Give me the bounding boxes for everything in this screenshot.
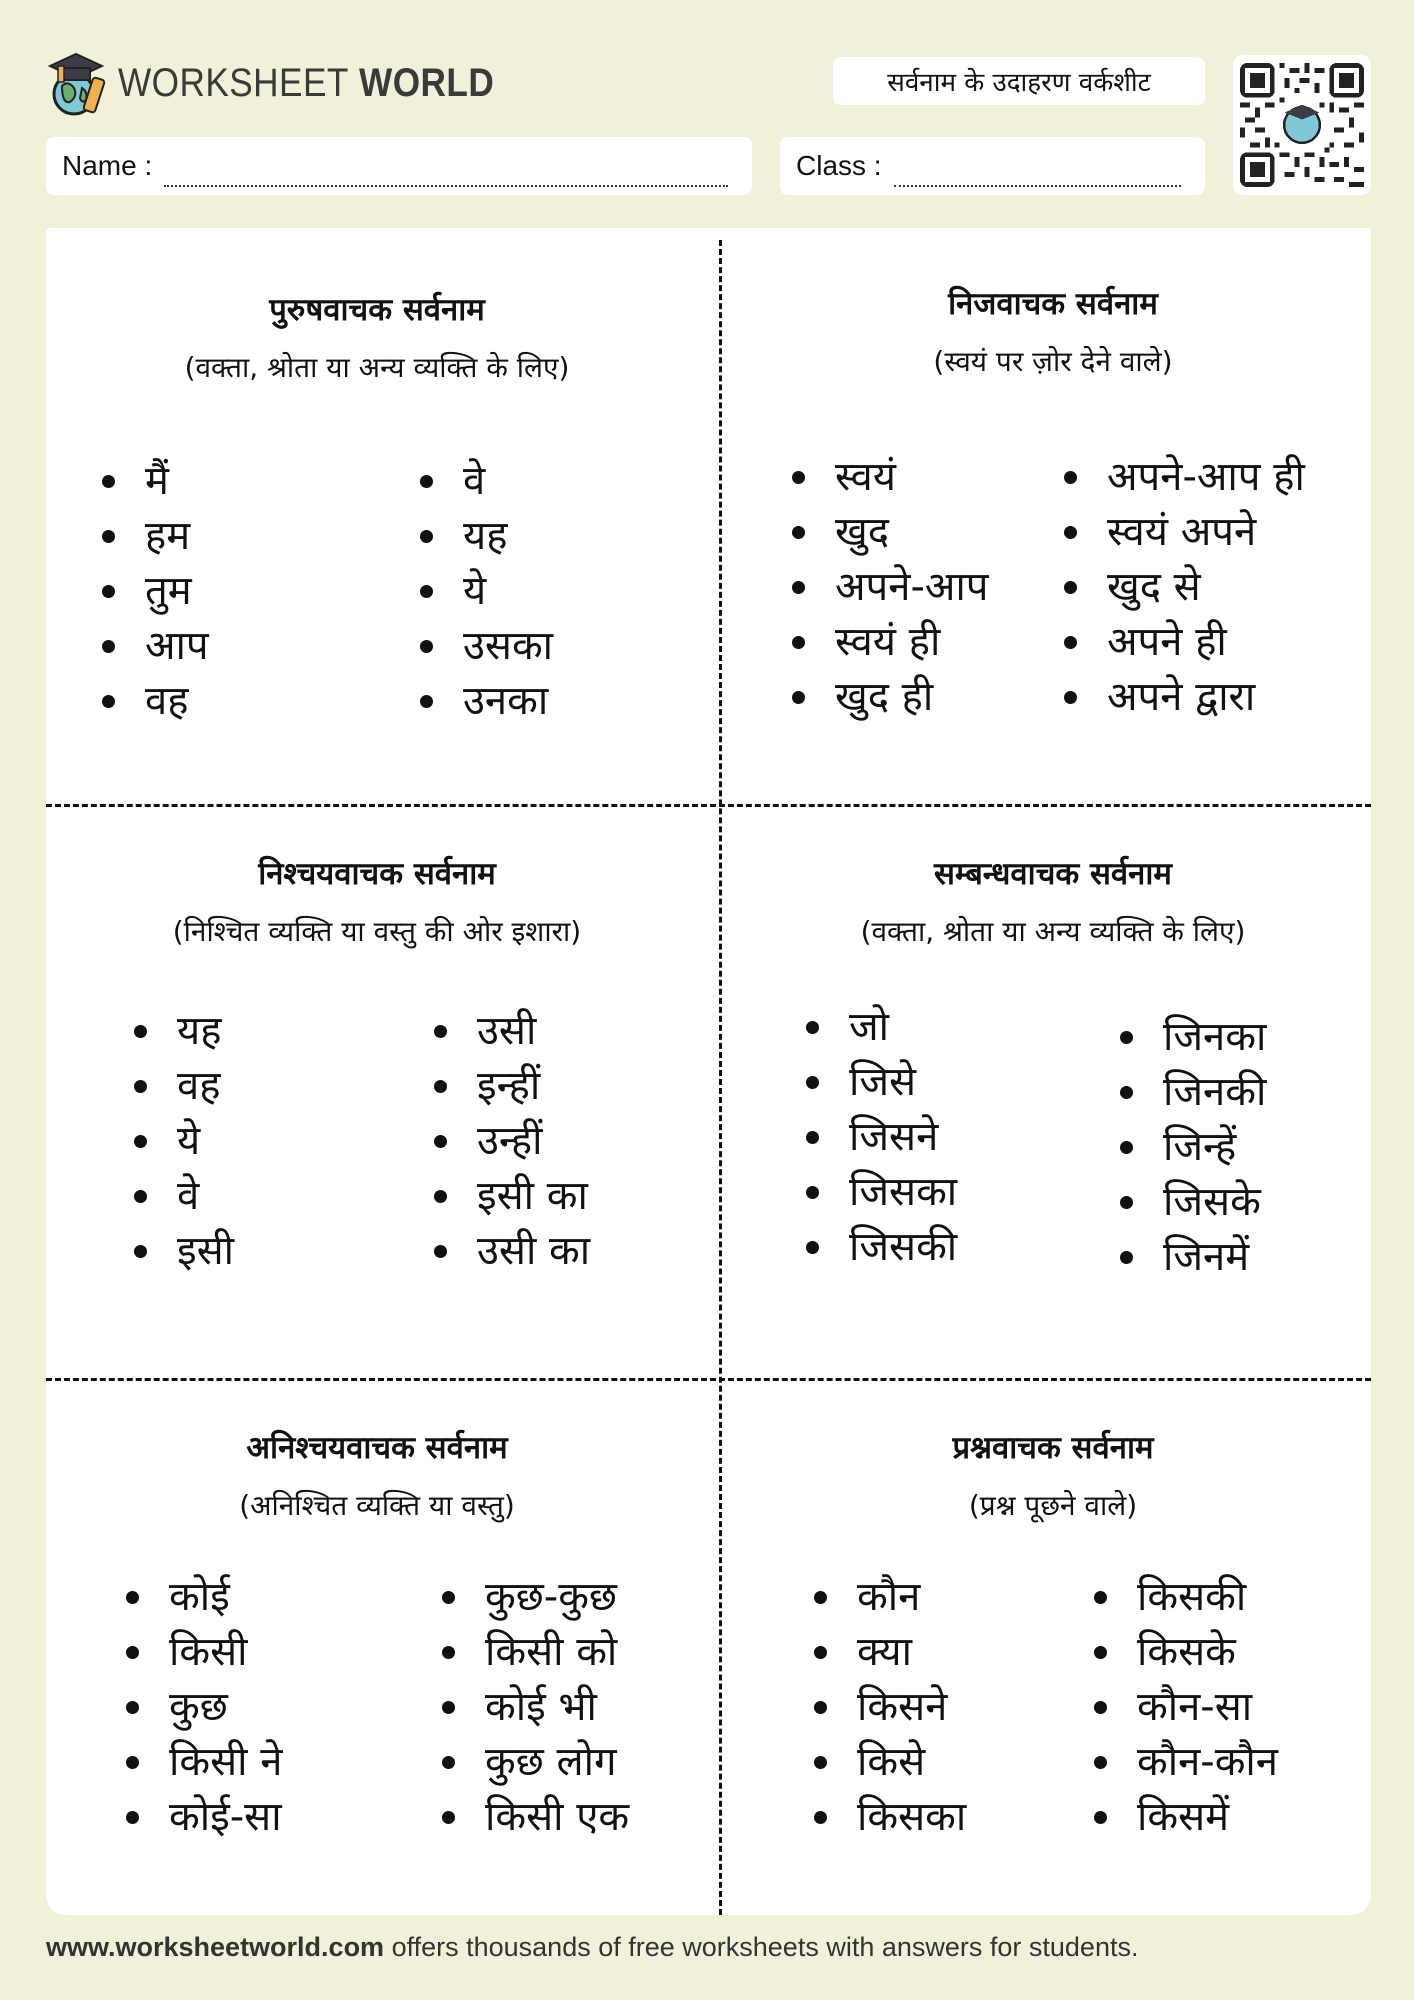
- pronoun-list: [102, 454, 553, 729]
- bullet-icon: [792, 526, 805, 539]
- vertical-divider: [719, 240, 722, 1915]
- bullet-icon: [1120, 1251, 1133, 1264]
- pronoun-column-right: [442, 1570, 629, 1845]
- bullet-icon: [434, 1135, 447, 1148]
- bullet-icon: [814, 1701, 827, 1714]
- bullet-icon: [814, 1811, 827, 1824]
- section-title: अनिश्चयवाचक सर्वनाम: [246, 1430, 508, 1466]
- worksheet-body: [46, 228, 1371, 1915]
- bullet-icon: [1120, 1086, 1133, 1099]
- bullet-icon: [442, 1756, 455, 1769]
- section-title: सम्बन्धवाचक सर्वनाम: [934, 856, 1172, 892]
- bullet-icon: [1064, 581, 1077, 594]
- bullet-icon: [102, 585, 115, 598]
- footer-tagline: offers thousands of free worksheets with answers for students.: [384, 1932, 1139, 1962]
- list-item: आप: [102, 619, 420, 674]
- bullet-icon: [806, 1076, 819, 1089]
- bullet-icon: [434, 1080, 447, 1093]
- section-subtitle: (वक्ता, श्रोता या अन्य व्यक्ति के लिए): [184, 351, 570, 384]
- pronoun-column-right: [1094, 1570, 1278, 1845]
- bullet-icon: [420, 530, 433, 543]
- list-item: किसने: [814, 1680, 1094, 1735]
- bullet-icon: [792, 471, 805, 484]
- bullet-icon: [134, 1190, 147, 1203]
- list-item: क्या: [814, 1625, 1094, 1680]
- list-item: उनका: [420, 674, 553, 729]
- list-item: किसी एक: [442, 1790, 629, 1845]
- bullet-icon: [420, 585, 433, 598]
- list-item: स्वयं अपने: [1064, 505, 1305, 560]
- bullet-icon: [1094, 1756, 1107, 1769]
- list-item: खुद से: [1064, 560, 1305, 615]
- class-field[interactable]: [780, 137, 1205, 195]
- bullet-icon: [126, 1591, 139, 1604]
- bullet-icon: [126, 1756, 139, 1769]
- list-item: जिसका: [806, 1165, 1120, 1220]
- list-item: ये: [420, 564, 553, 619]
- section-demonstrative-pronouns: [46, 852, 708, 950]
- name-field[interactable]: [46, 137, 752, 195]
- horizontal-divider-1: [46, 804, 1371, 807]
- bullet-icon: [1064, 691, 1077, 704]
- list-item: वे: [420, 454, 553, 509]
- bullet-icon: [442, 1701, 455, 1714]
- list-item: किसी को: [442, 1625, 629, 1680]
- bullet-icon: [134, 1025, 147, 1038]
- qr-code: [1233, 55, 1371, 195]
- list-item: अपने ही: [1064, 615, 1305, 670]
- bullet-icon: [102, 695, 115, 708]
- list-item: अपने द्वारा: [1064, 670, 1305, 725]
- list-item: मैं: [102, 454, 420, 509]
- list-item: वह: [134, 1059, 434, 1114]
- list-item: ये: [134, 1114, 434, 1169]
- bullet-icon: [814, 1591, 827, 1604]
- section-subtitle: (अनिश्चित व्यक्ति या वस्तु): [239, 1489, 515, 1522]
- bullet-icon: [434, 1025, 447, 1038]
- bullet-icon: [792, 581, 805, 594]
- bullet-icon: [1064, 636, 1077, 649]
- bullet-icon: [1094, 1811, 1107, 1824]
- horizontal-divider-2: [46, 1378, 1371, 1381]
- list-item: किसे: [814, 1735, 1094, 1790]
- list-item: यह: [420, 509, 553, 564]
- footer-text: [46, 1932, 1138, 1963]
- list-item: जो: [806, 1000, 1120, 1055]
- bullet-icon: [1064, 471, 1077, 484]
- list-item: कुछ-कुछ: [442, 1570, 629, 1625]
- bullet-icon: [806, 1021, 819, 1034]
- list-item: इसी का: [434, 1169, 590, 1224]
- brand-name: WORKSHEET WORLD: [118, 60, 495, 105]
- list-item: इन्हीं: [434, 1059, 590, 1114]
- bullet-icon: [434, 1190, 447, 1203]
- bullet-icon: [442, 1646, 455, 1659]
- list-item: वे: [134, 1169, 434, 1224]
- section-subtitle: (वक्ता, श्रोता या अन्य व्यक्ति के लिए): [860, 915, 1246, 948]
- bullet-icon: [126, 1701, 139, 1714]
- list-item: किसके: [1094, 1625, 1278, 1680]
- pronoun-column-left: [792, 450, 1064, 725]
- section-indefinite-pronouns: [46, 1426, 708, 1524]
- bullet-icon: [806, 1131, 819, 1144]
- section-title: पुरुषवाचक सर्वनाम: [269, 292, 485, 328]
- qr-code-icon: [1240, 63, 1364, 187]
- bullet-icon: [1120, 1141, 1133, 1154]
- bullet-icon: [1094, 1701, 1107, 1714]
- list-item: अपने-आप ही: [1064, 450, 1305, 505]
- list-item: जिन्हें: [1120, 1120, 1266, 1175]
- list-item: किसी ने: [126, 1735, 442, 1790]
- bullet-icon: [792, 691, 805, 704]
- bullet-icon: [1094, 1646, 1107, 1659]
- list-item: तुम: [102, 564, 420, 619]
- list-item: उन्हीं: [434, 1114, 590, 1169]
- pronoun-column-right: [1064, 450, 1305, 725]
- pronoun-list: [134, 1004, 590, 1279]
- bullet-icon: [126, 1811, 139, 1824]
- list-item: कुछ: [126, 1680, 442, 1735]
- pronoun-list: [814, 1570, 1278, 1845]
- bullet-icon: [814, 1756, 827, 1769]
- list-item: जिसने: [806, 1110, 1120, 1165]
- list-item: किसमें: [1094, 1790, 1278, 1845]
- name-input-line[interactable]: [164, 167, 728, 187]
- bullet-icon: [806, 1241, 819, 1254]
- section-interrogative-pronouns: [722, 1426, 1384, 1524]
- list-item: कौन-सा: [1094, 1680, 1278, 1735]
- list-item: उसी: [434, 1004, 590, 1059]
- section-subtitle: (निश्चित व्यक्ति या वस्तु की ओर इशारा): [172, 915, 582, 948]
- list-item: स्वयं ही: [792, 615, 1064, 670]
- bullet-icon: [1064, 526, 1077, 539]
- list-item: कोई: [126, 1570, 442, 1625]
- list-item: उसका: [420, 619, 553, 674]
- bullet-icon: [1094, 1591, 1107, 1604]
- list-item: किसका: [814, 1790, 1094, 1845]
- pronoun-column-right: [434, 1004, 590, 1279]
- pronoun-column-left: [126, 1570, 442, 1845]
- list-item: जिनका: [1120, 1010, 1266, 1065]
- list-item: अपने-आप: [792, 560, 1064, 615]
- bullet-icon: [1120, 1196, 1133, 1209]
- pronoun-column-left: [102, 454, 420, 729]
- bullet-icon: [1120, 1031, 1133, 1044]
- list-item: स्वयं: [792, 450, 1064, 505]
- list-item: कौन: [814, 1570, 1094, 1625]
- bullet-icon: [134, 1245, 147, 1258]
- pronoun-list: [806, 1000, 1266, 1285]
- pronoun-column-right: [1120, 1010, 1266, 1285]
- list-item: जिसे: [806, 1055, 1120, 1110]
- bullet-icon: [420, 640, 433, 653]
- class-input-line[interactable]: [894, 167, 1181, 187]
- bullet-icon: [420, 695, 433, 708]
- list-item: उसी का: [434, 1224, 590, 1279]
- list-item: किसी: [126, 1625, 442, 1680]
- list-item: जिसके: [1120, 1175, 1266, 1230]
- pronoun-list: [126, 1570, 629, 1845]
- section-title: निजवाचक सर्वनाम: [948, 286, 1158, 322]
- bullet-icon: [102, 530, 115, 543]
- list-item: वह: [102, 674, 420, 729]
- pronoun-column-left: [814, 1570, 1094, 1845]
- list-item: कोई-सा: [126, 1790, 442, 1845]
- pronoun-list: [792, 450, 1305, 725]
- list-item: किसकी: [1094, 1570, 1278, 1625]
- pronoun-column-left: [134, 1004, 434, 1279]
- list-item: खुद ही: [792, 670, 1064, 725]
- globe-graduation-cap-icon: [46, 48, 110, 118]
- brand-logo: [46, 48, 546, 118]
- list-item: कौन-कौन: [1094, 1735, 1278, 1790]
- bullet-icon: [814, 1646, 827, 1659]
- worksheet-title: सर्वनाम के उदाहरण वर्कशीट: [833, 57, 1205, 105]
- section-title: प्रश्नवाचक सर्वनाम: [952, 1430, 1154, 1466]
- list-item: हम: [102, 509, 420, 564]
- bullet-icon: [434, 1245, 447, 1258]
- section-subtitle: (प्रश्न पूछने वाले): [968, 1489, 1138, 1522]
- section-relative-pronouns: [722, 852, 1384, 950]
- section-personal-pronouns: [46, 288, 708, 386]
- section-reflexive-pronouns: [722, 282, 1384, 380]
- list-item: इसी: [134, 1224, 434, 1279]
- bullet-icon: [806, 1186, 819, 1199]
- bullet-icon: [442, 1811, 455, 1824]
- bullet-icon: [126, 1646, 139, 1659]
- list-item: कुछ लोग: [442, 1735, 629, 1790]
- bullet-icon: [102, 475, 115, 488]
- footer-site-link[interactable]: www.worksheetworld.com: [46, 1932, 385, 1962]
- pronoun-column-left: [806, 1000, 1120, 1285]
- section-subtitle: (स्वयं पर ज़ोर देने वाले): [933, 345, 1173, 378]
- bullet-icon: [134, 1080, 147, 1093]
- bullet-icon: [792, 636, 805, 649]
- bullet-icon: [420, 475, 433, 488]
- list-item: जिनमें: [1120, 1230, 1266, 1285]
- list-item: खुद: [792, 505, 1064, 560]
- pronoun-column-right: [420, 454, 553, 729]
- bullet-icon: [134, 1135, 147, 1148]
- list-item: जिसकी: [806, 1220, 1120, 1275]
- list-item: कोई भी: [442, 1680, 629, 1735]
- bullet-icon: [102, 640, 115, 653]
- section-title: निश्चयवाचक सर्वनाम: [258, 856, 496, 892]
- bullet-icon: [442, 1591, 455, 1604]
- class-label: Class :: [796, 150, 882, 181]
- list-item: यह: [134, 1004, 434, 1059]
- list-item: जिनकी: [1120, 1065, 1266, 1120]
- name-label: Name :: [62, 150, 153, 181]
